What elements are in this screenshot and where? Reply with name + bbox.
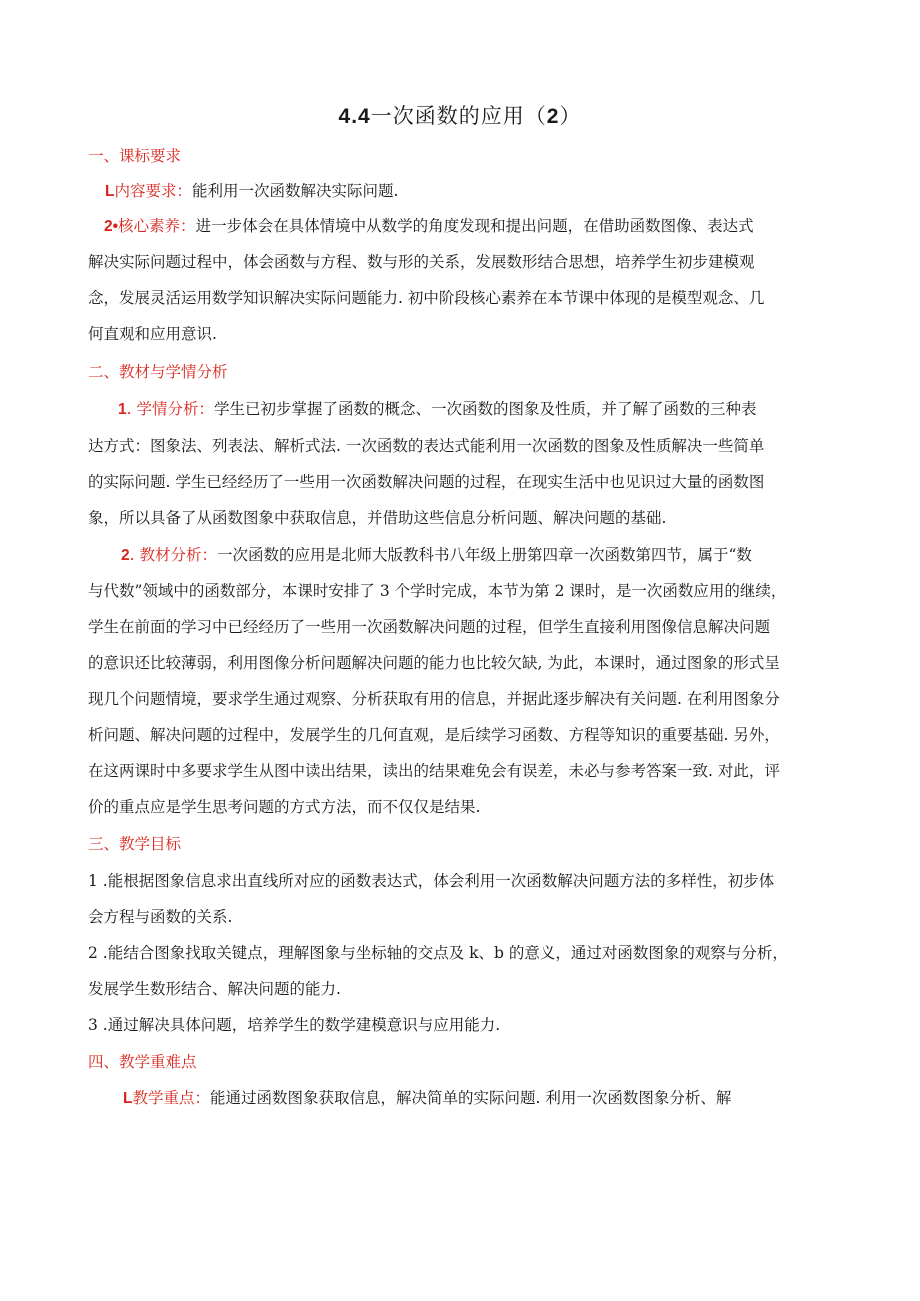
item-marker: L [123, 1090, 133, 1107]
textbook-analysis-line1 [121, 545, 752, 566]
item-marker: 2 [121, 547, 130, 564]
goal-3: 3 .通过解决具体问题，培养学生的数学建模意识与应用能力. [88, 1016, 501, 1034]
teaching-focus-line1 [123, 1088, 731, 1109]
item-marker: 1 [118, 401, 127, 418]
content-requirement [105, 181, 398, 202]
paragraph-line: 的意识还比较薄弱，利用图像分析问题解决问题的能力也比较欠缺, 为此，本课时，通过图象的形式呈 [88, 654, 780, 672]
paragraph-line: 在这两课时中多要求学生从图中读出结果，读出的结果难免会有误差，未必与参考答案一致. 对此，评 [88, 762, 780, 780]
paragraph-line: 能通过函数图象获取信息，解决简单的实际问题. 利用一次函数图象分析、解 [209, 1089, 732, 1107]
section4-heading: 四、教学重难点 [88, 1053, 197, 1071]
paragraph-line: 的实际问题. 学生已经经历了一些用一次函数解决问题的过程，在现实生活中也见识过大量的函数图 [88, 473, 765, 491]
paragraph-line: 一次函数的应用是北师大版教科书八年级上册第四章一次函数第四节，属于“数 [216, 546, 752, 564]
title-close: ） [559, 104, 582, 128]
section3-heading: 三、教学目标 [88, 835, 182, 853]
title-text: 一次函数的应用（ [370, 104, 547, 128]
title-paren-number: 2 [546, 105, 560, 128]
section2-heading: 二、教材与学情分析 [88, 363, 228, 381]
goal-1: 1 .能根据图象信息求出直线所对应的函数表达式，体会利用一次函数解决问题方法的多样性，初步体 [88, 872, 775, 890]
paragraph-line: 会方程与函数的关系. [88, 908, 233, 926]
paragraph-line: 象，所以具备了从函数图象中获取信息，并借助这些信息分析问题、解决问题的基础. [88, 509, 667, 527]
paragraph-line: 念，发展灵活运用数学知识解决实际问题能力. 初中阶段核心素养在本节课中体现的是模型观念、几 [88, 289, 765, 307]
paragraph-line: 现几个问题情境，要求学生通过观察、分析获取有用的信息，并据此逐步解决有关问题. 在利用图象分 [88, 690, 780, 708]
item-marker: 2• [104, 218, 119, 235]
paragraph-line: 学生已初步掌握了函数的概念、一次函数的图象及性质，并了解了函数的三种表 [213, 400, 757, 418]
item-label: . 教材分析： [129, 546, 217, 564]
item-text: 能利用一次函数解决实际问题. [191, 182, 399, 200]
paragraph-line: 何直观和应用意识. [88, 325, 217, 343]
paragraph-line: 发展学生数形结合、解决问题的能力. [88, 980, 341, 998]
paragraph-line: 价的重点应是学生思考问题的方式方法，而不仅仅是结果. [88, 798, 481, 816]
core-literacy-line1 [104, 216, 754, 237]
item-label: 内容要求： [114, 182, 192, 200]
page-title [0, 100, 920, 130]
paragraph-line: 析问题、解决问题的过程中，发展学生的几何直观，是后续学习函数、方程等知识的重要基础. 另外， [88, 726, 780, 744]
item-label: 教学重点： [132, 1089, 210, 1107]
paragraph-line: 解决实际问题过程中，体会函数与方程、数与形的关系，发展数形结合思想，培养学生初步建模观 [88, 253, 755, 271]
paragraph-line: 学生在前面的学习中已经经历了一些用一次函数解决问题的过程，但学生直接利用图像信息解决问题 [88, 618, 771, 636]
paragraph-line: 达方式：图象法、列表法、解析式法. 一次函数的表达式能利用一次函数的图象及性质解决一些简单 [88, 437, 765, 455]
goal-2: 2 .能结合图象找取关键点，理解图象与坐标轴的交点及 k、b 的意义，通过对函数图象的观察与分析， [88, 944, 788, 962]
item-label: . 学情分析： [126, 400, 214, 418]
section1-heading: 一、课标要求 [88, 147, 182, 165]
paragraph-line: 进一步体会在具体情境中从数学的角度发现和提出问题，在借助函数图像、表达式 [195, 217, 754, 235]
title-number: 4.4 [338, 105, 371, 128]
paragraph-line: 与代数”领域中的函数部分，本课时安排了 3 个学时完成，本节为第 2 课时，是一次函数应用的继续， [88, 582, 787, 600]
item-label: 核心素养： [118, 217, 196, 235]
item-marker: L [105, 183, 115, 200]
student-analysis-line1 [118, 399, 757, 420]
